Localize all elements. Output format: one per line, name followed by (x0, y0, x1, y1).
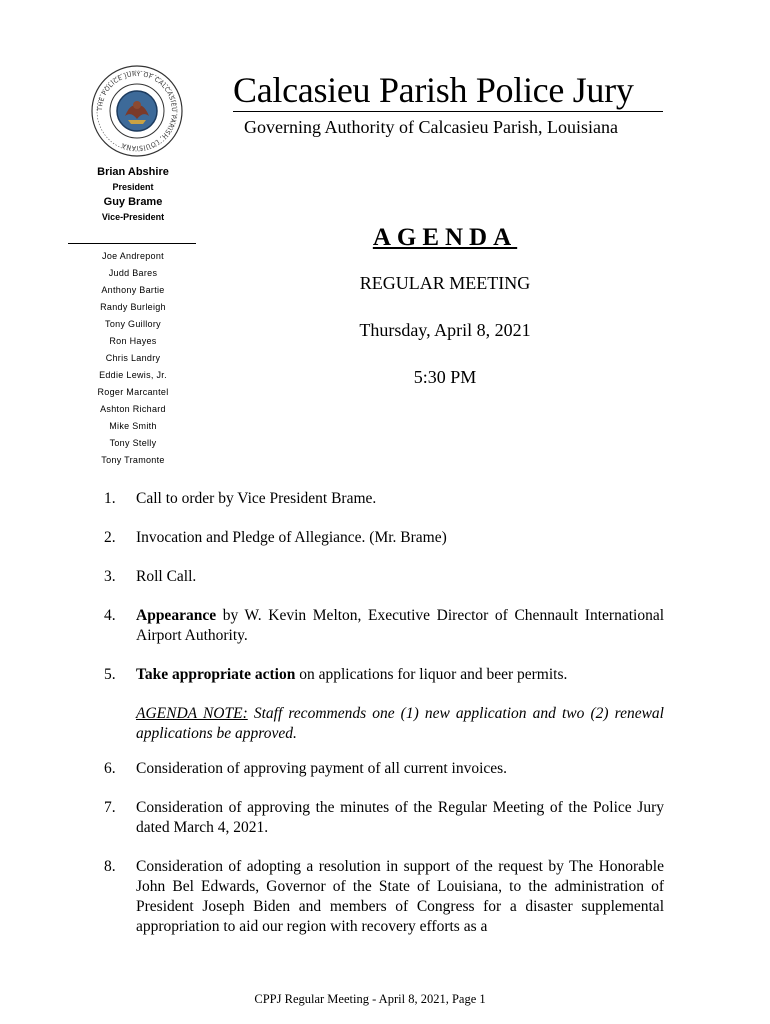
agenda-item (100, 857, 664, 937)
police-jury-seal (90, 64, 184, 158)
agenda-title: AGENDA (372, 224, 518, 251)
president-role: President (112, 182, 154, 192)
page-footer: CPPJ Regular Meeting - April 8, 2021, Page 1 (254, 992, 486, 1006)
member-name: Tony Stelly (109, 438, 157, 448)
agenda-note (100, 704, 664, 744)
vice-president-name: Guy Brame (103, 196, 163, 208)
meeting-time: 5:30 PM (413, 367, 477, 387)
member-name: Judd Bares (108, 268, 158, 278)
agenda-item (100, 606, 664, 646)
member-name: Joe Andrepont (102, 251, 164, 261)
organization-subtitle: Governing Authority of Calcasieu Parish, Louisiana (244, 117, 618, 137)
officers-block (66, 165, 200, 225)
agenda-item (100, 665, 664, 685)
agenda-item (100, 528, 664, 548)
item-text: Roll Call. (136, 568, 197, 585)
member-list (66, 248, 200, 469)
item-number: 4. (104, 607, 116, 624)
item-number: 1. (104, 490, 116, 507)
item-text: by W. Kevin Melton, Executive Director of Chennault International Airport Authority. (136, 607, 664, 644)
agenda-item (100, 798, 664, 838)
vice-president-role: Vice-President (101, 212, 165, 222)
member-name: Eddie Lewis, Jr. (99, 370, 167, 380)
svg-text:THE POLICE JURY OF CALCASIEU P: THE POLICE JURY OF CALCASIEU PARISH, LOUISIANA (96, 70, 178, 152)
item-number: 2. (104, 529, 116, 546)
sidebar-divider (68, 243, 196, 244)
member-name: Mike Smith (109, 421, 157, 431)
agenda-item (100, 489, 664, 509)
member-name: Tony Guillory (105, 319, 161, 329)
item-text: Consideration of approving the minutes of the Regular Meeting of the Police Jury dated March 4, 2021. (136, 799, 664, 836)
member-name: Randy Burleigh (100, 302, 166, 312)
meeting-date: Thursday, April 8, 2021 (359, 320, 531, 340)
title-underline (233, 111, 663, 112)
meeting-type: REGULAR MEETING (359, 273, 531, 293)
item-text: Consideration of adopting a resolution in support of the request by The Honorable John Bel Edwards, Governor of the State of Louisiana, to the administration of President Joseph Biden and members of Congress for a disaster supplemental appropriation to aid our region with recovery efforts as a (136, 858, 664, 935)
member-name: Tony Tramonte (101, 455, 165, 465)
member-name: Anthony Bartie (101, 285, 165, 295)
agenda-items (100, 489, 664, 937)
agenda-item (100, 567, 664, 587)
item-number: 7. (104, 799, 116, 816)
item-text: Invocation and Pledge of Allegiance. (Mr. Brame) (136, 529, 447, 546)
item-text: on applications for liquor and beer permits. (295, 666, 568, 683)
item-text: Consideration of approving payment of all current invoices. (136, 760, 508, 777)
member-name: Ron Hayes (109, 336, 157, 346)
agenda-item (100, 759, 664, 779)
president-name: Brian Abshire (97, 166, 169, 178)
item-bold-lead: Appearance (136, 607, 217, 624)
member-name: Roger Marcantel (97, 387, 169, 397)
item-number: 8. (104, 858, 116, 875)
member-name: Chris Landry (105, 353, 161, 363)
organization-title: Calcasieu Parish Police Jury (233, 70, 634, 110)
item-number: 5. (104, 666, 116, 683)
item-number: 6. (104, 760, 116, 777)
item-number: 3. (104, 568, 116, 585)
member-name: Ashton Richard (100, 404, 166, 414)
item-bold-lead: Take appropriate action (136, 666, 296, 683)
item-text: Call to order by Vice President Brame. (136, 490, 377, 507)
agenda-note-label: AGENDA NOTE: (136, 705, 248, 722)
agenda-note-text: Staff recommends one (1) new application and two (2) renewal applications be approved. (136, 705, 664, 742)
